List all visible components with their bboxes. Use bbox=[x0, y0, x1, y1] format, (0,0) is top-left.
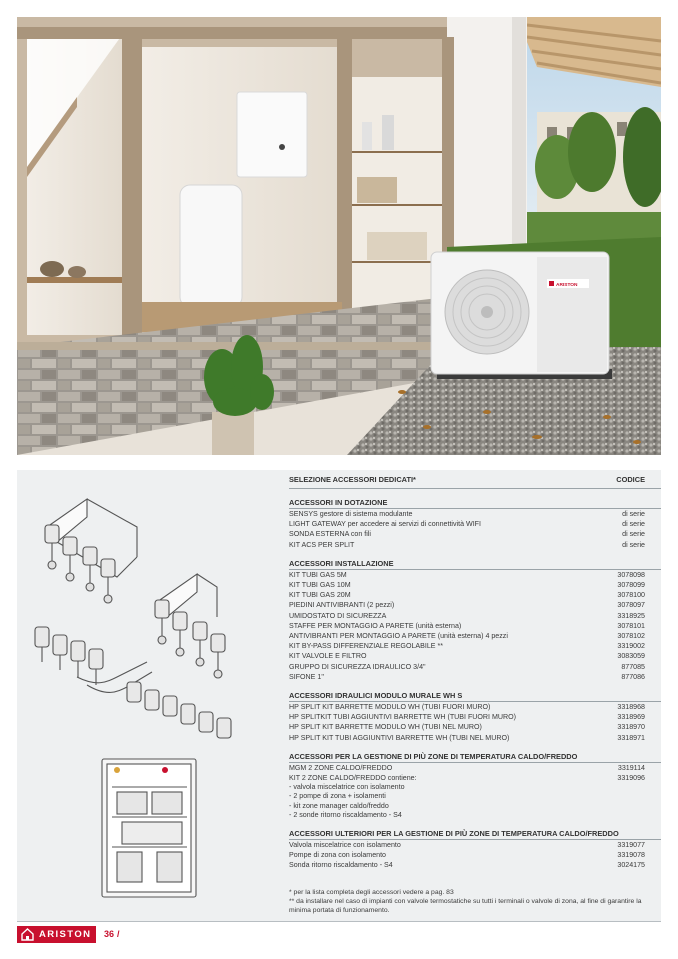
house-icon bbox=[21, 928, 34, 941]
table-row: HP SPLIT KIT BARRETTE MODULO WH (TUBI NEL MURO) 3318970 bbox=[289, 723, 645, 732]
brand-logo bbox=[17, 926, 96, 943]
table-row: HP SPLITKIT TUBI AGGIUNTIVI BARRETTE WH (TUBI FUORI MURO) 3318969 bbox=[289, 713, 645, 722]
table-row: HP SPLIT KIT TUBI AGGIUNTIVI BARRETTE WH (TUBI NEL MURO) 3318971 bbox=[289, 733, 645, 742]
footer-divider bbox=[17, 921, 661, 922]
table-row: GRUPPO DI SICUREZZA IDRAULICO 3/4" 877085 bbox=[289, 662, 645, 671]
table-header bbox=[289, 472, 661, 489]
section-installazione bbox=[289, 559, 661, 682]
section-zone bbox=[289, 752, 661, 820]
section-in-dotazione bbox=[289, 498, 661, 550]
table-row: HP SPLIT KIT BARRETTE MODULO WH (TUBI FUORI MURO) 3318968 bbox=[289, 703, 645, 712]
page-number: 36 bbox=[104, 929, 115, 939]
table-row: Valvola miscelatrice con isolamento 3319077 bbox=[289, 841, 645, 850]
table-row: KIT TUBI GAS 5M 3078098 bbox=[289, 570, 645, 579]
table-row: ANTIVIBRANTI PER MONTAGGIO A PARETE (unità esterna) 4 pezzi 3078102 bbox=[289, 632, 645, 641]
table-row: KIT 2 ZONE CALDO/FREDDO contiene: 3319096 bbox=[289, 774, 645, 783]
section-title: ACCESSORI PER LA GESTIONE DI PIÙ ZONE DI TEMPERATURA CALDO/FREDDO bbox=[289, 752, 661, 763]
table-row: KIT TUBI GAS 10M 3078099 bbox=[289, 581, 645, 590]
page-slash: / bbox=[117, 929, 120, 939]
table-row: PIEDINI ANTIVIBRANTI (2 pezzi) 3078097 bbox=[289, 601, 645, 610]
section-idraulici bbox=[289, 691, 661, 743]
footnote-2: ** da installare nel caso di impianti con valvole termostatiche su tutti i terminali o valvole di zona, al fine di garantire la minima portata di funzionamento. bbox=[289, 897, 642, 914]
table-row: KIT TUBI GAS 20M 3078100 bbox=[289, 591, 645, 600]
unit-brand-label: ARISTON bbox=[556, 283, 578, 288]
section-title: ACCESSORI IDRAULICI MODULO MURALE WH S bbox=[289, 691, 661, 702]
table-title: SELEZIONE ACCESSORI DEDICATI* bbox=[289, 475, 416, 484]
table-row: KIT VALVOLE E FILTRO 3083059 bbox=[289, 652, 645, 661]
table-row: KIT ACS PER SPLIT di serie bbox=[289, 540, 645, 549]
table-row: SENSYS gestore di sistema modulante di serie bbox=[289, 510, 645, 518]
accessories-illustration bbox=[17, 487, 281, 922]
table-row: LIGHT GATEWAY per accedere ai servizi di connettività WIFI di serie bbox=[289, 520, 645, 529]
section-title: ACCESSORI INSTALLAZIONE bbox=[289, 559, 661, 570]
table-row: STAFFE PER MONTAGGIO A PARETE (unità esterna) 3078101 bbox=[289, 621, 645, 630]
code-column-label: CODICE bbox=[616, 475, 645, 484]
list-item: - kit zone manager caldo/freddo bbox=[289, 801, 389, 810]
list-item: - 2 pompe di zona + isolamenti bbox=[289, 792, 386, 801]
section-title: ACCESSORI ULTERIORI PER LA GESTIONE DI PIÙ ZONE DI TEMPERATURA CALDO/FREDDO bbox=[289, 829, 661, 840]
table-row: KIT BY-PASS DIFFERENZIALE REGOLABILE ** 3319002 bbox=[289, 642, 645, 651]
list-item: - 2 sonde ritorno riscaldamento - S4 bbox=[289, 810, 402, 819]
section-title: ACCESSORI IN DOTAZIONE bbox=[289, 498, 661, 509]
table-row: Sonda ritorno riscaldamento - S4 3024175 bbox=[289, 861, 645, 870]
accessories-table bbox=[289, 472, 661, 871]
hero-photo bbox=[17, 17, 661, 455]
section-zone-ulteriori bbox=[289, 829, 661, 871]
brand-name: ARISTON bbox=[39, 929, 92, 940]
table-row: SONDA ESTERNA con fili di serie bbox=[289, 530, 645, 539]
footnote-1: * per la lista completa degli accessori vedere a pag. 83 bbox=[289, 889, 454, 896]
table-row: Pompe di zona con isolamento 3319078 bbox=[289, 851, 645, 860]
table-row: UMIDOSTATO DI SICUREZZA 3318925 bbox=[289, 611, 645, 620]
footnotes bbox=[289, 889, 659, 915]
table-row: SIFONE 1" 877086 bbox=[289, 672, 645, 681]
table-row: MGM 2 ZONE CALDO/FREDDO 3319114 bbox=[289, 763, 645, 772]
list-item: - valvola miscelatrice con isolamento bbox=[289, 783, 405, 792]
